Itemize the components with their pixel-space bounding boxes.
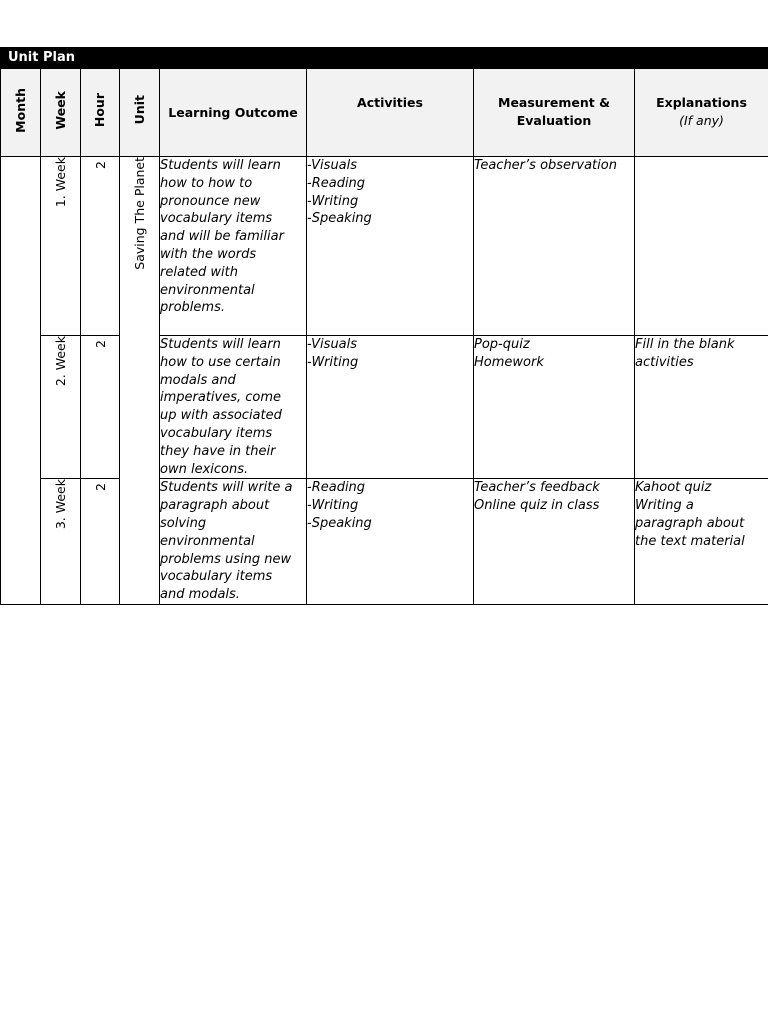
unit-name: Saving The Planet (132, 157, 147, 270)
explanation-item: Writing a (635, 498, 694, 514)
week-label: 1. Week (53, 157, 68, 208)
header-unit-label: Unit (131, 95, 147, 125)
week-cell (41, 336, 81, 479)
activity-item: -Writing (307, 498, 359, 514)
header-week (41, 69, 81, 157)
outcome-line: how to use certain (160, 354, 281, 370)
header-unit (120, 69, 160, 157)
explanation-item: Fill in the blank (635, 337, 735, 352)
activity-item: -Writing (307, 354, 359, 370)
outcome-line: and will be familiar (160, 229, 284, 245)
outcome-line: vocabulary items (160, 569, 273, 585)
week-label: 2. Week (53, 336, 68, 387)
week-cell (41, 479, 81, 605)
explanations-cell (635, 157, 768, 336)
activity-item: -Visuals (307, 158, 358, 173)
outcome-line: own lexicons. (160, 461, 249, 477)
outcome-line: Students will write a (160, 480, 293, 496)
header-hour-label: Hour (92, 92, 107, 128)
measurement-item: Teacher’s feedback (474, 480, 600, 496)
outcome-line: environmental (160, 282, 255, 298)
outcome-cell (160, 336, 307, 479)
table-row (1, 479, 768, 605)
header-hour (81, 69, 120, 157)
header-explanations-sub: (If any) (679, 113, 724, 128)
explanation-item: the text material (635, 533, 745, 549)
explanations-cell (635, 479, 768, 605)
header-explanations-line1: Explanations (656, 95, 747, 110)
unit-plan-title: Unit Plan (0, 47, 768, 68)
header-activities (307, 69, 474, 157)
header-measurement (474, 69, 635, 157)
activity-item: -Speaking (307, 211, 372, 227)
outcome-line: with the words (160, 246, 257, 262)
header-row (1, 69, 768, 157)
measurement-item: Pop-quiz (474, 337, 530, 352)
outcome-line: imperatives, come (160, 390, 282, 406)
activity-item: -Reading (307, 480, 366, 496)
outcome-line: problems. (160, 300, 225, 316)
activity-item: -Speaking (307, 515, 372, 531)
hour-value: 2 (92, 161, 108, 169)
activities-cell (307, 157, 474, 336)
outcome-line: problems using new (160, 551, 292, 567)
hour-cell (81, 157, 120, 336)
outcome-line: how to how to (160, 175, 253, 191)
measurement-item: Online quiz in class (474, 498, 600, 514)
header-week-label: Week (52, 90, 68, 130)
activity-item: -Visuals (307, 337, 358, 352)
measurement-item: Teacher’s observation (474, 158, 617, 173)
activity-item: -Writing (307, 193, 359, 209)
outcome-line: vocabulary items (160, 425, 273, 441)
outcome-line: and modals. (160, 587, 240, 603)
outcome-cell (160, 157, 307, 336)
explanation-item: Kahoot quiz (635, 480, 712, 496)
header-measurement-line1: Measurement & (498, 95, 610, 110)
header-learning-outcome-label: Learning Outcome (168, 104, 298, 120)
explanation-item: paragraph about (635, 515, 745, 531)
measurement-item: Homework (474, 354, 544, 370)
outcome-line: vocabulary items (160, 211, 273, 227)
table-row (1, 336, 768, 479)
week-label: 3. Week (53, 479, 68, 530)
header-month (1, 69, 41, 157)
outcome-line: up with associated (160, 408, 282, 424)
outcome-line: modals and (160, 372, 236, 388)
outcome-line: Students will learn (160, 158, 281, 173)
outcome-cell (160, 479, 307, 605)
header-measurement-line2: Evaluation (516, 113, 592, 128)
header-month-label: Month (12, 87, 28, 133)
unit-plan-table (0, 68, 768, 605)
measurement-cell (474, 157, 635, 336)
activities-cell (307, 336, 474, 479)
outcome-line: pronounce new (160, 193, 261, 209)
header-learning-outcome (160, 69, 307, 157)
explanation-item: activities (635, 354, 694, 370)
outcome-line: related with (160, 264, 238, 280)
outcome-line: environmental (160, 533, 255, 549)
outcome-line: Students will learn (160, 337, 281, 352)
header-explanations (635, 69, 768, 157)
week-cell (41, 157, 81, 336)
hour-value: 2 (92, 483, 108, 492)
hour-value: 2 (92, 340, 108, 348)
outcome-line: paragraph about (160, 498, 270, 514)
activities-cell (307, 479, 474, 605)
measurement-cell (474, 479, 635, 605)
explanations-cell (635, 336, 768, 479)
header-activities-label: Activities (357, 95, 423, 110)
hour-cell (81, 336, 120, 479)
activity-item: -Reading (307, 175, 366, 191)
table-row (1, 157, 768, 336)
hour-cell (81, 479, 120, 605)
outcome-line: they have in their (160, 443, 276, 459)
unit-cell (120, 157, 160, 605)
outcome-line: solving (160, 515, 207, 531)
month-cell (1, 157, 41, 605)
measurement-cell (474, 336, 635, 479)
